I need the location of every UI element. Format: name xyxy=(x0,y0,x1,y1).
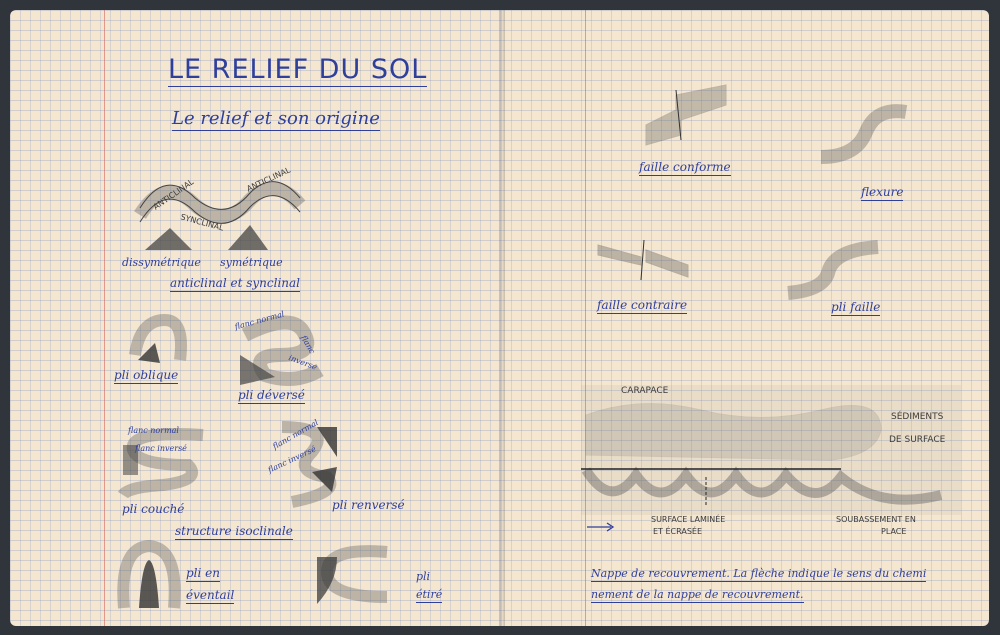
label-pli-oblique: pli oblique xyxy=(114,368,179,382)
label-flanc-normal-1: flanc normal xyxy=(233,309,286,332)
caption-line-1: Nappe de recouvrement. La flèche indique le sens du chemi xyxy=(591,567,927,580)
label-synclinal: SYNCLINAL xyxy=(179,212,225,233)
label-eventail: éventail xyxy=(186,588,235,602)
label-faille-conforme: faille conforme xyxy=(639,160,731,174)
label-pli-deverse: pli déversé xyxy=(238,388,305,402)
page-subtitle: Le relief et son origine xyxy=(172,108,380,129)
label-anticlinal-2: ANTICLINAL xyxy=(245,165,292,194)
label-flanc-inverse-3: flanc inversé xyxy=(266,444,318,475)
label-carapace: CARAPACE xyxy=(621,386,669,396)
pli-oblique-sketch xyxy=(130,315,190,365)
label-symetrique: symétrique xyxy=(220,256,283,269)
pli-eventail-sketch xyxy=(114,538,184,610)
pli-etire-sketch xyxy=(312,542,392,612)
label-pli-faille: pli faille xyxy=(831,300,881,314)
label-flanc-1: flanc xyxy=(299,333,317,356)
page-title: LE RELIEF DU SOL xyxy=(168,54,428,85)
label-anticlinal-1: ANTICLINAL xyxy=(151,177,196,212)
label-pli-en: pli en xyxy=(186,566,221,580)
label-etire: étiré xyxy=(416,588,443,601)
faille-conforme-sketch xyxy=(641,85,731,145)
label-surface-laminee: SURFACE LAMINÉE xyxy=(651,515,726,524)
right-page xyxy=(501,10,989,626)
label-flanc-normal-2: flanc normal xyxy=(128,426,179,435)
label-flanc-inverse-2: flanc inversé xyxy=(135,444,187,453)
label-inverse-1: inverse xyxy=(287,353,319,372)
margin-line xyxy=(104,10,105,626)
label-sediments: SÉDIMENTS xyxy=(891,412,944,422)
label-dissymetrique: dissymétrique xyxy=(122,256,201,269)
label-pli-renverse: pli renversé xyxy=(332,498,405,512)
label-structure-isoclinale: structure isoclinale xyxy=(175,524,293,538)
flexure-sketch xyxy=(816,102,911,172)
notebook-spine xyxy=(499,10,505,626)
direction-arrow-icon xyxy=(587,522,615,532)
label-pli-couche: pli couché xyxy=(122,502,185,516)
margin-line xyxy=(585,10,586,626)
caption-line-2: nement de la nappe de recouvrement. xyxy=(591,588,804,601)
pli-couche-sketch xyxy=(118,425,208,500)
pli-faille-sketch xyxy=(783,235,883,305)
label-flanc-normal-3: flanc normal xyxy=(271,417,320,452)
label-et-ecrasee: ET ÉCRASÉE xyxy=(653,527,703,536)
faille-contraire-sketch xyxy=(596,235,691,290)
left-page xyxy=(10,10,501,626)
nappe-recouvrement-sketch xyxy=(581,385,961,515)
label-faille-contraire: faille contraire xyxy=(597,298,688,312)
label-soubassement: SOUBASSEMENT EN xyxy=(836,515,916,524)
label-flexure: flexure xyxy=(861,185,904,199)
label-place: PLACE xyxy=(881,527,907,536)
label-pli: pli xyxy=(416,570,431,583)
label-de-surface: DE SURFACE xyxy=(889,435,946,445)
caption-anticlinal-synclinal: anticlinal et synclinal xyxy=(170,276,300,290)
